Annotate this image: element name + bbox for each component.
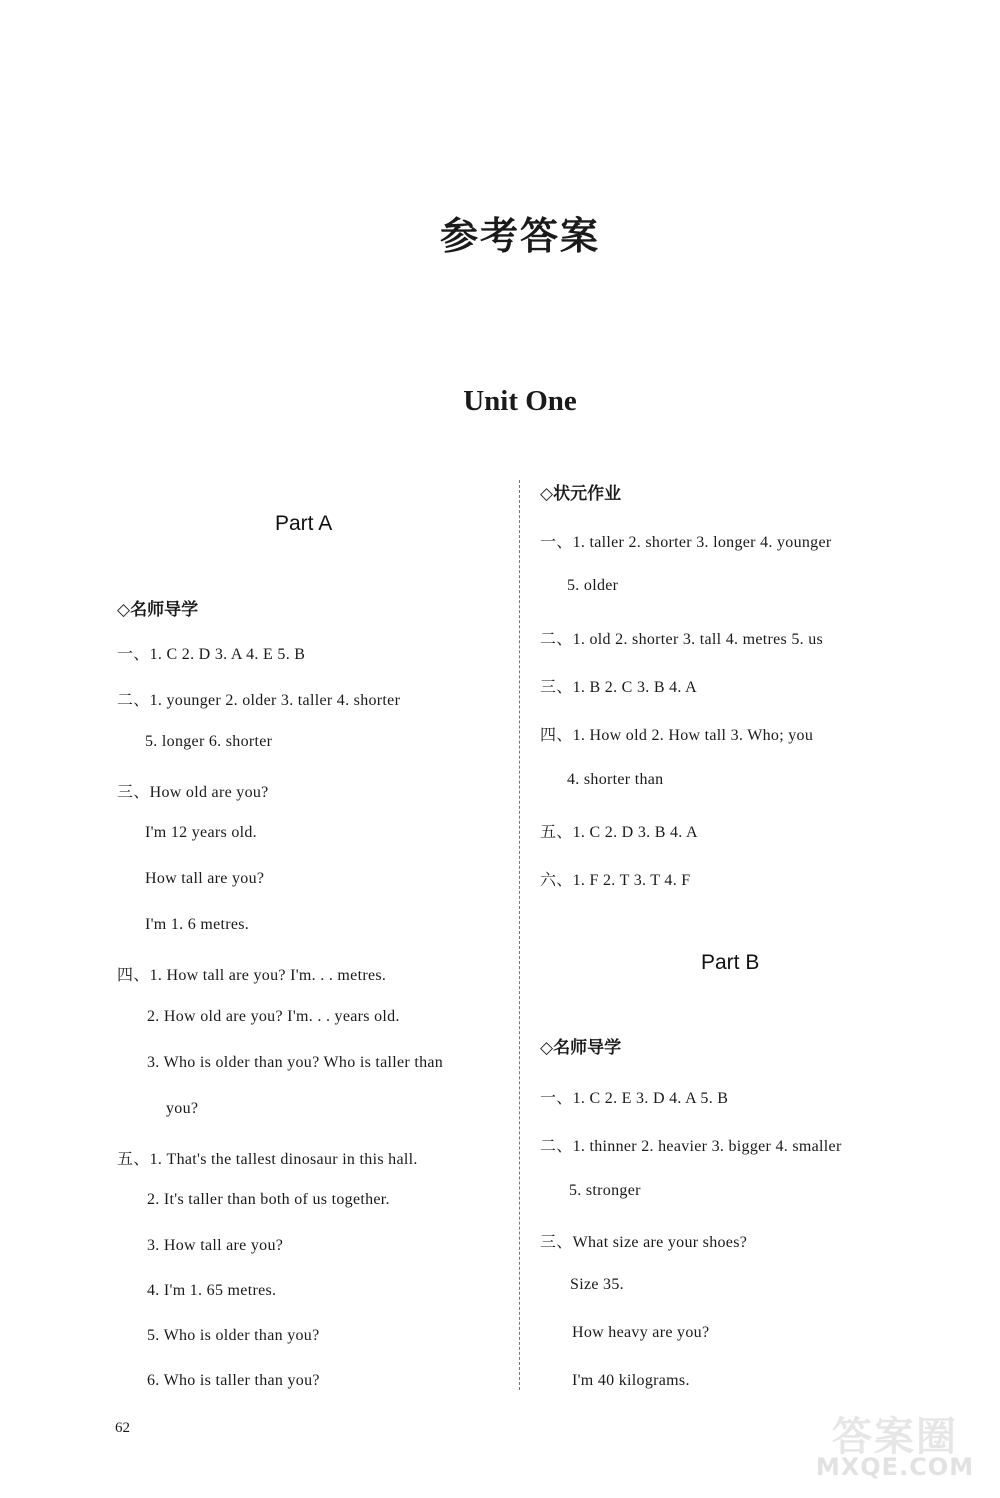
answer-line: 4. shorter than xyxy=(567,771,664,788)
right-section-heading-bottom: ◇名师导学 xyxy=(540,1038,622,1058)
page-number: 62 xyxy=(115,1420,130,1436)
answer-line: you? xyxy=(166,1100,199,1117)
answer-line: 4. I'm 1. 65 metres. xyxy=(147,1282,277,1299)
watermark-url: MXQE.COM xyxy=(815,1453,975,1481)
right-section-heading-top: ◇状元作业 xyxy=(540,484,622,504)
answer-line: 五、1. C 2. D 3. B 4. A xyxy=(540,824,698,841)
answer-line: 二、1. old 2. shorter 3. tall 4. metres 5. us xyxy=(540,631,824,648)
answer-line: 三、What size are your shoes? xyxy=(540,1234,748,1251)
answer-line: 6. Who is taller than you? xyxy=(147,1372,320,1389)
answer-line: 五、1. That's the tallest dinosaur in this hall. xyxy=(117,1151,418,1168)
answer-line: I'm 40 kilograms. xyxy=(572,1372,690,1389)
answer-line: 5. longer 6. shorter xyxy=(145,733,273,750)
answer-line: How heavy are you? xyxy=(572,1324,710,1341)
answer-line: 六、1. F 2. T 3. T 4. F xyxy=(540,872,691,889)
watermark-text: 答案圈 xyxy=(832,1414,958,1460)
answer-line: 二、1. thinner 2. heavier 3. bigger 4. smaller xyxy=(540,1138,842,1155)
unit-title: Unit One xyxy=(463,385,577,417)
answer-line: 四、1. How tall are you? I'm. . . metres. xyxy=(117,967,387,984)
answer-line: Size 35. xyxy=(570,1276,624,1293)
answer-line: 二、1. younger 2. older 3. taller 4. shorter xyxy=(117,692,401,709)
answer-line: How tall are you? xyxy=(145,870,265,887)
answer-line: 5. older xyxy=(567,577,619,594)
answer-line: 5. stronger xyxy=(569,1182,641,1199)
answer-line: 一、1. taller 2. shorter 3. longer 4. younger xyxy=(540,534,832,551)
answer-line: 一、1. C 2. E 3. D 4. A 5. B xyxy=(540,1090,729,1107)
answer-line: 2. How old are you? I'm. . . years old. xyxy=(147,1008,400,1025)
left-section-heading: ◇名师导学 xyxy=(117,600,199,620)
answer-line: 三、How old are you? xyxy=(117,784,269,801)
answer-line: I'm 12 years old. xyxy=(145,824,257,841)
column-divider xyxy=(519,480,520,1390)
answer-line: I'm 1. 6 metres. xyxy=(145,916,250,933)
answer-line: 一、1. C 2. D 3. A 4. E 5. B xyxy=(117,646,306,663)
watermark-logo xyxy=(800,1405,990,1490)
answer-line: 3. How tall are you? xyxy=(147,1237,284,1254)
answer-line: 3. Who is older than you? Who is taller than xyxy=(147,1054,444,1071)
part-b-title: Part B xyxy=(701,951,760,974)
answer-line: 5. Who is older than you? xyxy=(147,1327,320,1344)
answer-line: 三、1. B 2. C 3. B 4. A xyxy=(540,679,697,696)
answer-line: 2. It's taller than both of us together. xyxy=(147,1191,390,1208)
part-a-title: Part A xyxy=(275,512,333,535)
page-title: 参考答案 xyxy=(439,214,600,258)
answer-line: 四、1. How old 2. How tall 3. Who; you xyxy=(540,727,814,744)
